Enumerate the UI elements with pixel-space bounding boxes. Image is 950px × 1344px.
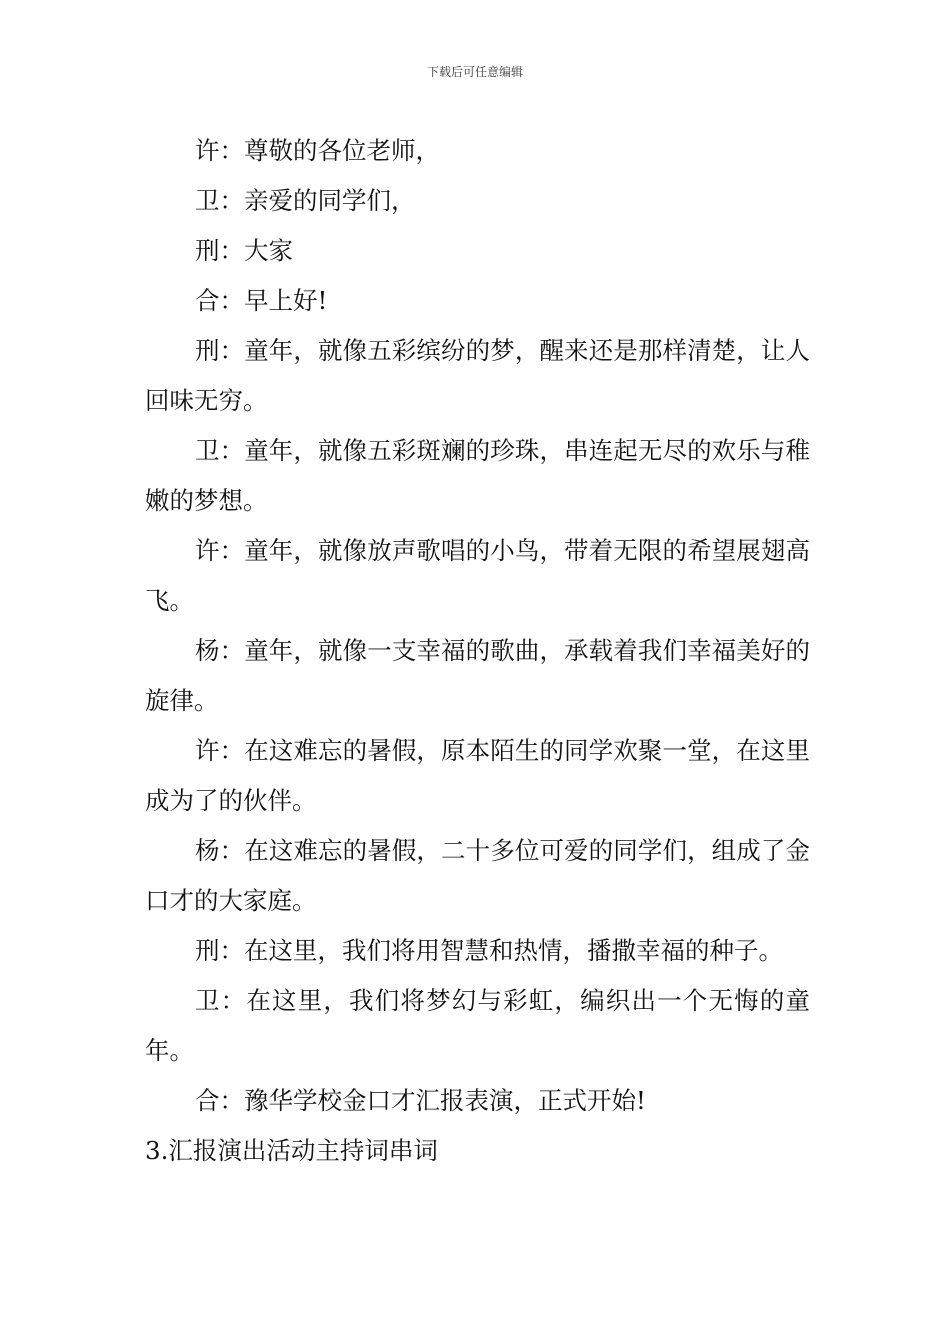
dialogue-line: 杨：在这难忘的暑假，二十多位可爱的同学们，组成了金口才的大家庭。 <box>145 836 810 915</box>
dialogue-line: 许：童年，就像放声歌唱的小鸟，带着无限的希望展翅高飞。 <box>145 536 810 615</box>
dialogue-line: 刑：童年，就像五彩缤纷的梦，醒来还是那样清楚，让人回味无穷。 <box>145 336 810 415</box>
dialogue-line: 卫：亲爱的同学们， <box>195 186 416 215</box>
document-body <box>145 126 810 1176</box>
dialogue-line: 杨：童年，就像一支幸福的歌曲，承载着我们幸福美好的旋律。 <box>145 636 810 715</box>
dialogue-line: 合：早上好! <box>195 286 328 315</box>
dialogue-line: 刑：大家 <box>195 236 293 265</box>
page-header: 下载后可任意编辑 <box>426 65 523 79</box>
dialogue-line: 许：尊敬的各位老师， <box>195 136 440 165</box>
dialogue-line: 刑：在这里，我们将用智慧和热情，播撒幸福的种子。 <box>195 936 783 965</box>
section-heading: 3.汇报演出活动主持词串词 <box>145 1136 438 1165</box>
dialogue-line: 卫：在这里，我们将梦幻与彩虹，编织出一个无悔的童年。 <box>145 986 810 1065</box>
dialogue-line: 卫：童年，就像五彩斑斓的珍珠，串连起无尽的欢乐与稚嫩的梦想。 <box>145 436 810 515</box>
dialogue-line: 合：豫华学校金口才汇报表演，正式开始! <box>195 1086 646 1115</box>
dialogue-line: 许：在这难忘的暑假，原本陌生的同学欢聚一堂，在这里成为了的伙伴。 <box>145 736 810 815</box>
